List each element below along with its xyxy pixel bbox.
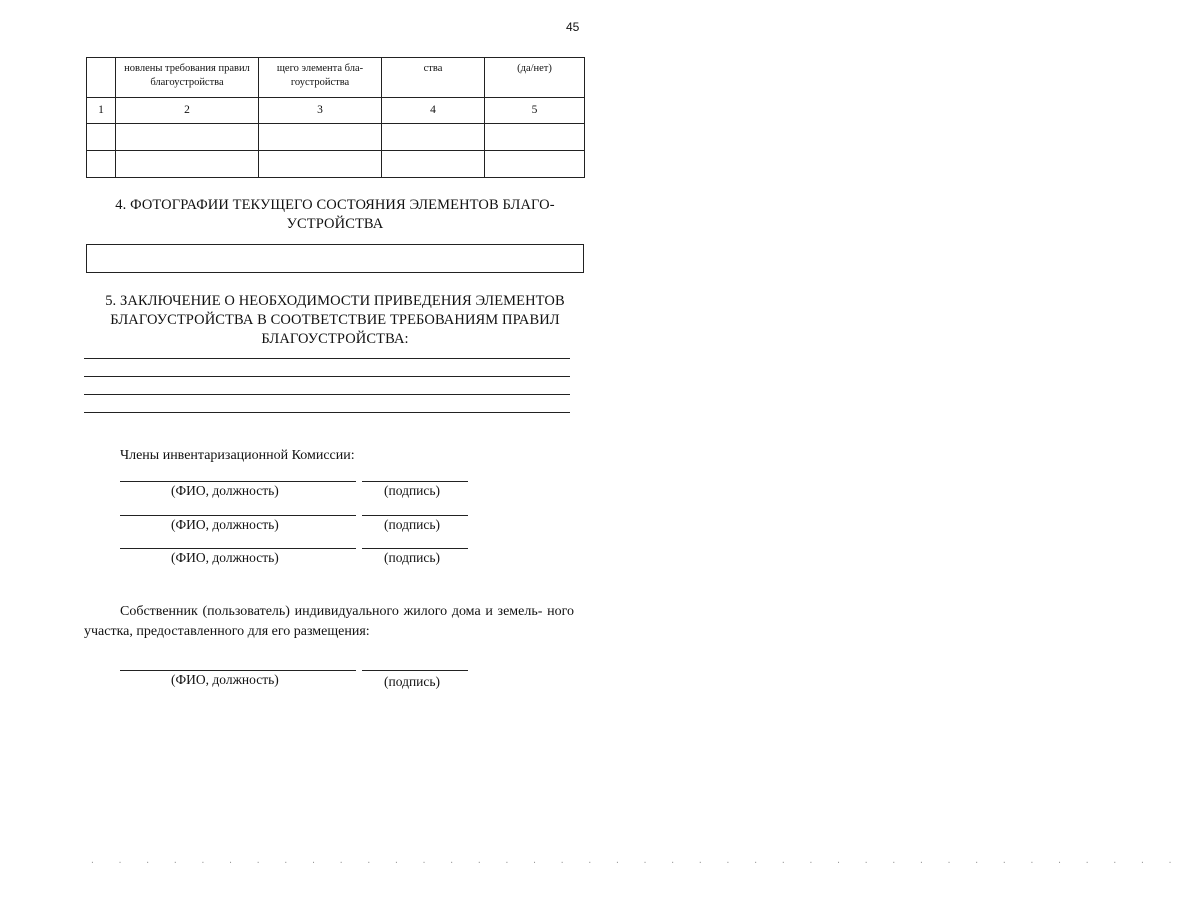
section4-heading [84,196,586,234]
table-row [87,151,585,178]
table-cell[interactable] [87,151,116,178]
table-cell[interactable] [259,151,382,178]
conclusion-line[interactable] [84,376,570,377]
conclusion-line[interactable] [84,358,570,359]
page-number: 45 [566,20,580,34]
table-cell[interactable] [485,151,585,178]
scan-noise: · · · · · · · · · · · · · · · · · · · · · · · · · · · · · · · · · · · · · · · · [90,858,1182,867]
owner-text [84,602,574,642]
table-cell: 5 [485,98,585,124]
signature-line[interactable] [362,548,468,549]
owner-text-line: ного участка, предоставленного для его размещения: [84,604,575,639]
table-cell[interactable] [116,124,259,151]
table-header-cell: (да/нет) [485,58,585,98]
name-line[interactable] [120,481,356,482]
section5-heading-line: БЛАГОУСТРОЙСТВА: [261,331,409,347]
name-label: (ФИО, должность) [171,483,279,498]
table-cell[interactable] [259,124,382,151]
table-header-cell [87,58,116,98]
commission-title: Члены инвентаризационной Комиссии: [120,448,355,463]
name-line[interactable] [120,670,356,671]
table-cell[interactable] [382,151,485,178]
table-row [87,124,585,151]
owner-text-line: Собственник (пользователь) индивидуального жилого дома и земель- [120,604,543,619]
name-line[interactable] [120,515,356,516]
table-cell: 2 [116,98,259,124]
section5-heading-line: 5. ЗАКЛЮЧЕНИЕ О НЕОБХОДИМОСТИ ПРИВЕДЕНИЯ ЭЛЕМЕНТОВ [105,293,565,309]
table-cell[interactable] [87,124,116,151]
signature-label: (подпись) [384,483,441,498]
section4-heading-line: 4. ФОТОГРАФИИ ТЕКУЩЕГО СОСТОЯНИЯ ЭЛЕМЕНТОВ БЛАГО- [115,197,555,213]
signature-label: (подпись) [384,674,441,689]
table-cell[interactable] [485,124,585,151]
table-cell[interactable] [116,151,259,178]
table-header-cell: щего элемента бла-гоустройства [259,58,382,98]
conclusion-line[interactable] [84,412,570,413]
table-cell: 4 [382,98,485,124]
table-header-row [87,58,585,98]
signature-label: (подпись) [384,517,441,532]
signature-line[interactable] [362,515,468,516]
signature-label: (подпись) [384,550,441,565]
section5-heading [84,292,586,349]
elements-table [86,57,585,178]
table-number-row [87,98,585,124]
table-cell: 1 [87,98,116,124]
name-line[interactable] [120,548,356,549]
signature-line[interactable] [362,670,468,671]
signature-line[interactable] [362,481,468,482]
table-header-cell: новлены требования правил благоустройства [116,58,259,98]
photo-box[interactable] [86,244,584,273]
name-label: (ФИО, должность) [171,672,279,687]
table-header-cell: ства [382,58,485,98]
section5-heading-line: БЛАГОУСТРОЙСТВА В СООТВЕТСТВИЕ ТРЕБОВАНИЯМ ПРАВИЛ [110,312,560,328]
name-label: (ФИО, должность) [171,550,279,565]
table-cell: 3 [259,98,382,124]
section4-heading-line: УСТРОЙСТВА [286,216,384,232]
table-cell[interactable] [382,124,485,151]
name-label: (ФИО, должность) [171,517,279,532]
conclusion-line[interactable] [84,394,570,395]
